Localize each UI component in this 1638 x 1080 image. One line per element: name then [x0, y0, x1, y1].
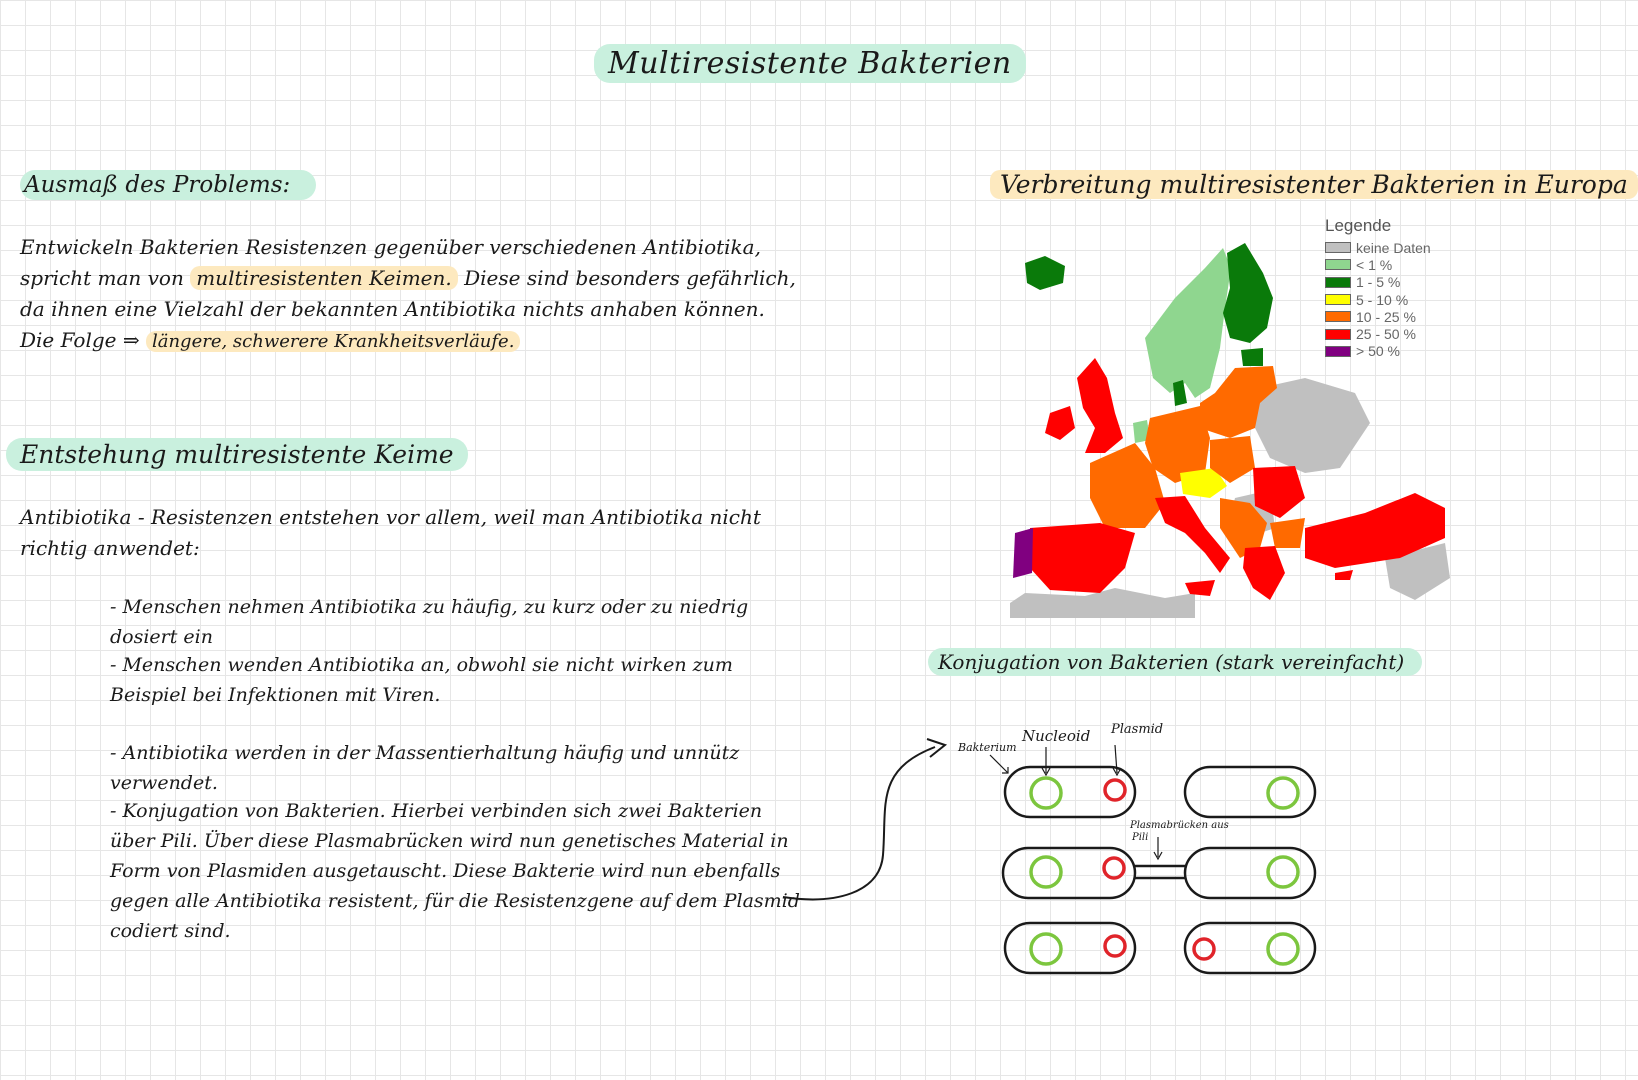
- legend-label: 5 - 10 %: [1356, 291, 1409, 308]
- problem-line: Entwickeln Bakterien Resistenzen gegenüber verschiedenen Antibiotika,: [20, 235, 761, 259]
- section-heading-problem: Ausmaß des Problems:: [20, 172, 316, 198]
- highlight-multiresistant: multiresistenten Keimen.: [190, 266, 458, 290]
- bullet-item: - Antibiotika werden in der Massentierhaltung häufig und unnütz verwendet.: [110, 742, 740, 794]
- legend-label: < 1 %: [1356, 256, 1393, 273]
- nucleoid-icon: [1268, 778, 1298, 808]
- label-bacterium: Bakterium: [958, 741, 1017, 754]
- label-pili: Pili: [1132, 832, 1149, 843]
- bacterium-cell: [1003, 848, 1135, 898]
- legend-item: [1325, 325, 1431, 342]
- legend-swatch: [1325, 311, 1351, 322]
- legend-label: 25 - 50 %: [1356, 326, 1416, 343]
- nucleoid-icon: [1031, 778, 1061, 808]
- legend-item: [1325, 256, 1431, 273]
- label-nucleoid: Nucleoid: [1022, 727, 1091, 745]
- bacterium-cell: [1185, 767, 1315, 817]
- legend-item: [1325, 274, 1431, 291]
- nucleoid-icon: [1268, 857, 1298, 887]
- plasmid-icon: [1104, 858, 1124, 878]
- nucleoid-icon: [1031, 934, 1061, 964]
- plasmid-icon: [1105, 936, 1125, 956]
- problem-line: Die Folge ⇒ längere, schwerere Krankheitsverläufe.: [20, 325, 800, 357]
- legend-swatch: [1325, 294, 1351, 305]
- legend-title: Legende: [1325, 216, 1392, 235]
- section-heading-origin: Entstehung multiresistente Keime: [6, 440, 468, 469]
- bullet-item: - Menschen wenden Antibiotika an, obwohl sie nicht wirken zum Beispiel bei Infektionen mit Viren.: [110, 654, 733, 706]
- legend-label: 10 - 25 %: [1356, 308, 1416, 325]
- conjugation-diagram: [980, 745, 1330, 985]
- legend-item: [1325, 308, 1431, 325]
- highlight-consequence: längere, schwerere Krankheitsverläufe.: [146, 331, 520, 352]
- legend-swatch: [1325, 346, 1351, 357]
- problem-paragraph: [20, 232, 800, 357]
- legend-swatch: [1325, 259, 1351, 270]
- legend-label: keine Daten: [1356, 239, 1431, 256]
- plasmid-icon: [1194, 939, 1214, 959]
- conjugation-heading: Konjugation von Bakterien (stark vereinfacht): [928, 650, 1422, 674]
- origin-intro: Antibiotika - Resistenzen entstehen vor allem, weil man Antibiotika nicht richtig anwendet:: [20, 505, 761, 560]
- map-legend: [1325, 216, 1431, 360]
- bacterium-cell: [1005, 767, 1135, 817]
- plasmid-icon: [1105, 780, 1125, 800]
- bacterium-cell: [1185, 848, 1315, 898]
- legend-label: 1 - 5 %: [1356, 274, 1401, 291]
- legend-item: [1325, 291, 1431, 308]
- nucleoid-icon: [1268, 934, 1298, 964]
- bacterium-cell: [1185, 923, 1315, 973]
- bullet-item: - Menschen nehmen Antibiotika zu häufig, zu kurz oder zu niedrig dosiert ein: [110, 596, 749, 648]
- arrow-to-diagram: [775, 735, 960, 905]
- legend-label: > 50 %: [1356, 343, 1400, 360]
- nucleoid-icon: [1031, 857, 1061, 887]
- legend-item: [1325, 239, 1431, 256]
- map-heading: Verbreitung multiresistenter Bakterien in Europa: [990, 170, 1638, 199]
- legend-swatch: [1325, 329, 1351, 340]
- problem-line: spricht man von multiresistenten Keimen. Diese sind besonders gefährlich,: [20, 266, 796, 290]
- label-plasmid: Plasmid: [1111, 722, 1164, 737]
- legend-swatch: [1325, 277, 1351, 288]
- bullet-item: - Konjugation von Bakterien. Hierbei verbinden sich zwei Bakterien über Pili. Über diese Plasmabrücken wird nun genetisches Material in Form von Plasmiden ausgetauscht. Diese Bakterie wird nun ebenfalls gegen alle Antibiotika resistent, für die Resistenzgene auf dem Plasmid codiert sind.: [110, 800, 800, 942]
- legend-swatch: [1325, 242, 1351, 253]
- legend-item: [1325, 343, 1431, 360]
- bacterium-cell: [1005, 923, 1135, 973]
- page-title: Multiresistente Bakterien: [594, 46, 1026, 81]
- problem-line: da ihnen eine Vielzahl der bekannten Antibiotika nichts anhaben können.: [20, 297, 765, 321]
- label-bridge: Plasmabrücken aus: [1130, 820, 1229, 831]
